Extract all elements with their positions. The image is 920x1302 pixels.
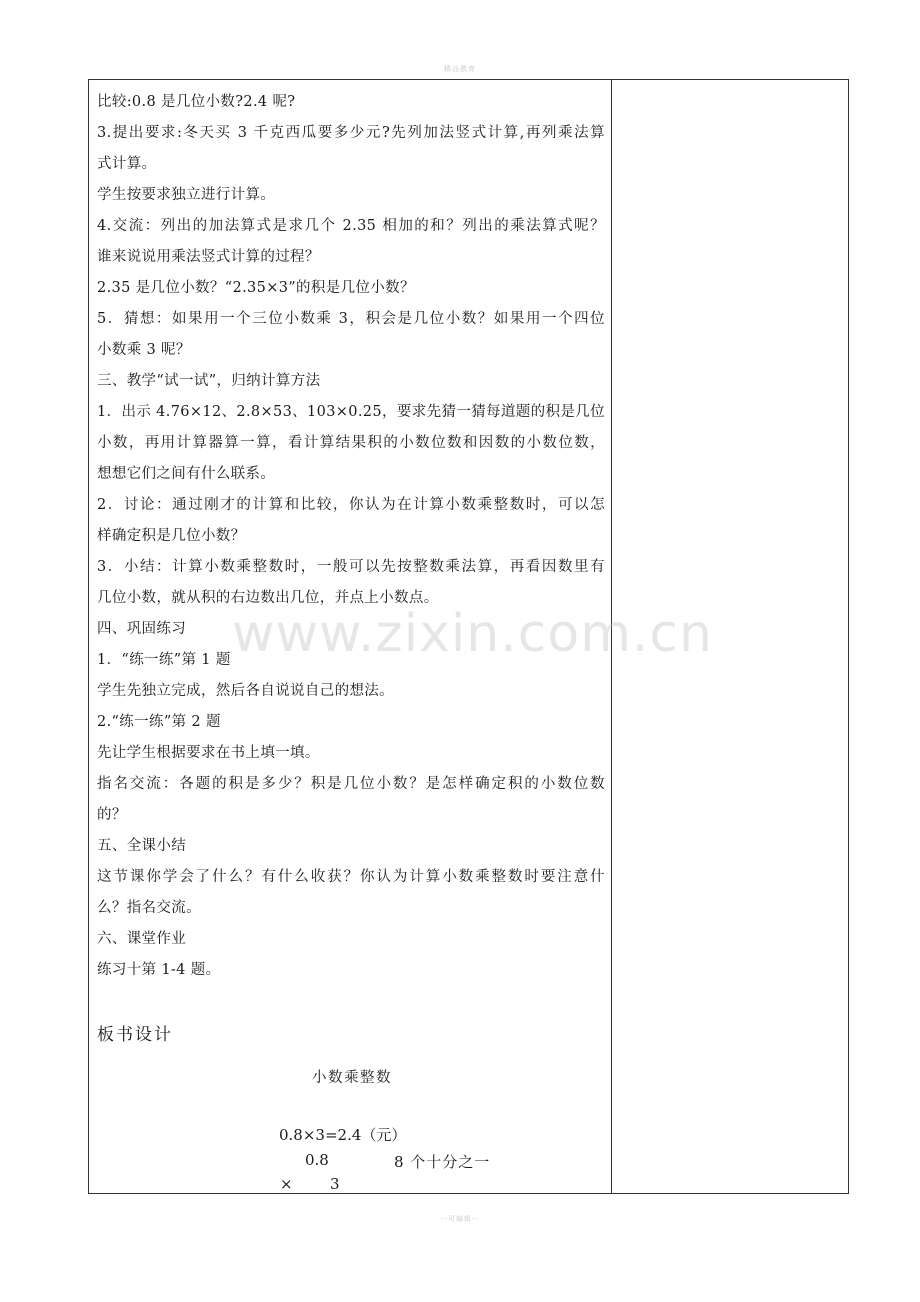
section-heading: 五、全课小结 xyxy=(97,838,187,854)
text-line: 学生先独立完成，然后各自说说自己的想法。 xyxy=(97,683,394,699)
text-line: 想想它们之间有什么联系。 xyxy=(97,466,276,482)
board-title: 小数乘整数 xyxy=(312,1070,392,1086)
lesson-content xyxy=(97,87,605,986)
section-heading: 四、巩固练习 xyxy=(97,621,187,637)
text-line: 1．出示 4.76×12、2.8×53、103×0.25，要求先猜一猜每道题的积是几位 xyxy=(97,404,605,420)
text-line: 比较:0.8 是几位小数?2.4 呢? xyxy=(97,94,296,110)
text-line: 式计算。 xyxy=(97,156,157,172)
board-multiplier: 3 xyxy=(330,1175,340,1193)
table-column-divider xyxy=(611,79,612,1194)
text-line: 谁来说说用乘法竖式计算的过程？ xyxy=(97,249,320,265)
section-heading: 六、课堂作业 xyxy=(97,931,187,947)
text-line: 先让学生根据要求在书上填一填。 xyxy=(97,745,320,761)
text-line: 这节课你学会了什么？有什么收获？你认为计算小数乘整数时要注意什 xyxy=(97,869,605,885)
text-line: 4.交流：列出的加法算式是求几个 2.35 相加的和？列出的乘法算式呢？ xyxy=(97,218,605,234)
page-header-mark: 精品教育 xyxy=(444,65,476,73)
text-line: 5．猜想：如果用一个三位小数乘 3，积会是几位小数？如果用一个四位 xyxy=(97,311,605,327)
text-line: 指名交流：各题的积是多少？积是几位小数？是怎样确定积的小数位数 xyxy=(97,776,605,792)
board-note: 8 个十分之一 xyxy=(394,1153,491,1171)
text-line: 几位小数，就从积的右边数出几位，并点上小数点。 xyxy=(97,590,439,606)
text-line: 样确定积是几位小数？ xyxy=(97,528,246,544)
text-line: 2．讨论：通过刚才的计算和比较，你认为在计算小数乘整数时，可以怎 xyxy=(97,497,605,513)
text-line: 么？指名交流。 xyxy=(97,900,201,916)
board-equation: 0.8×3=2.4（元） xyxy=(279,1126,407,1144)
text-line: 小数，再用计算器算一算，看计算结果积的小数位数和因数的小数位数， xyxy=(97,435,605,451)
board-design-heading: 板书设计 xyxy=(97,1025,173,1045)
text-line: 1．“练一练”第 1 题 xyxy=(97,652,231,668)
section-heading: 三、教学“试一试”，归纳计算方法 xyxy=(97,373,321,389)
text-line: 练习十第 1-4 题。 xyxy=(97,962,221,978)
page-footer-mark: --可编辑-- xyxy=(440,1215,480,1223)
text-line: 2.“练一练”第 2 题 xyxy=(97,714,221,730)
text-line: 3．小结：计算小数乘整数时，一般可以先按整数乘法算，再看因数里有 xyxy=(97,559,605,575)
text-line: 学生按要求独立进行计算。 xyxy=(97,187,276,203)
board-multiplicand: 0.8 xyxy=(305,1151,329,1169)
text-line: 3.提出要求:冬天买 3 千克西瓜要多少元?先列加法竖式计算,再列乘法算 xyxy=(97,125,605,141)
watermark: www.zixin.com.cn xyxy=(232,604,713,664)
text-line: 2.35 是几位小数？“2.35×3”的积是几位小数？ xyxy=(97,280,415,296)
board-times-sign: × xyxy=(280,1175,293,1193)
text-line: 小数乘 3 呢？ xyxy=(97,342,191,358)
text-line: 的？ xyxy=(97,807,127,823)
